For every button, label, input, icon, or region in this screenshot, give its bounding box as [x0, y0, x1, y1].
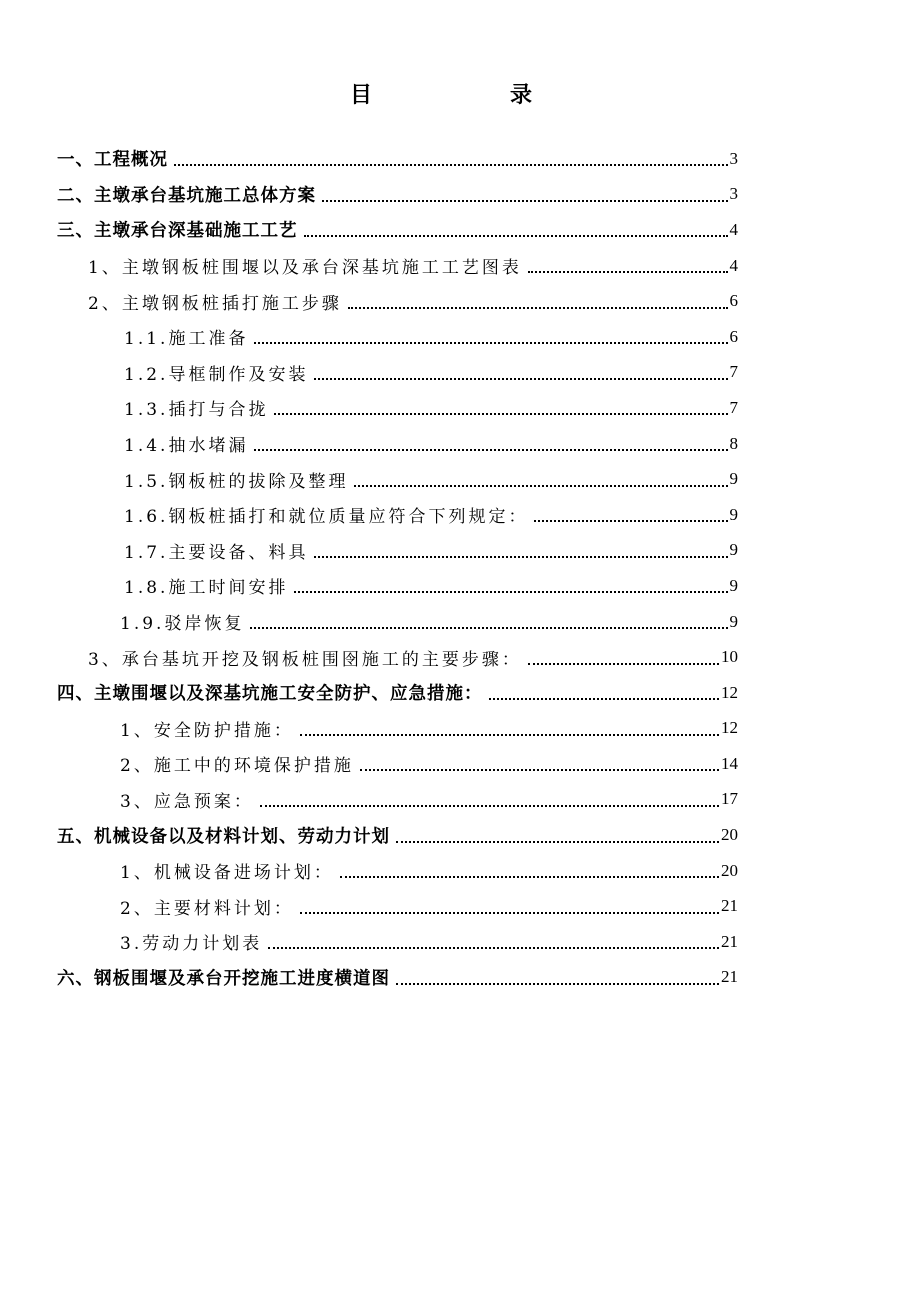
toc-entry-label: 1.2.导框制作及安装 [124, 364, 309, 385]
toc-entry-page-number: 3 [729, 148, 738, 168]
toc-entry-label: 3.劳动力计划表 [120, 934, 263, 955]
toc-entry-page-number: 21 [721, 967, 738, 987]
dot-leader [254, 448, 727, 451]
dot-leader [534, 519, 727, 522]
dot-leader [396, 840, 719, 843]
toc-entry-page-number: 9 [729, 611, 738, 631]
toc-entry-label: 1.3.插打与合拢 [124, 400, 269, 421]
toc-entry[interactable] [0, 675, 738, 711]
toc-entry-label: 1.5.钢板桩的拔除及整理 [124, 471, 349, 492]
toc-entry-label: 一、工程概况 [57, 150, 168, 171]
toc-entry[interactable] [0, 924, 738, 960]
dot-leader [174, 163, 728, 166]
toc-entry-page-number: 9 [729, 575, 738, 595]
toc-entry[interactable] [0, 639, 738, 675]
toc-entry[interactable] [0, 817, 738, 853]
toc-entry-page-number: 12 [721, 682, 738, 702]
toc-entry-page-number: 9 [729, 504, 738, 524]
dot-leader [304, 234, 728, 237]
toc-entry-label: 五、机械设备以及材料计划、劳动力计划 [57, 826, 390, 847]
toc-entry-page-number: 3 [729, 184, 738, 204]
toc-entry[interactable] [0, 533, 738, 569]
dot-leader [340, 875, 719, 878]
toc-entry-label: 2、施工中的环境保护措施 [120, 756, 354, 777]
toc-entry-page-number: 4 [729, 255, 738, 275]
dot-leader [314, 555, 727, 558]
toc-entry[interactable] [0, 746, 738, 782]
toc-entry-label: 1.4.抽水堵漏 [124, 436, 249, 457]
dot-leader [274, 412, 727, 415]
toc-entry-page-number: 9 [729, 469, 738, 489]
toc-entry[interactable] [0, 853, 738, 889]
toc-entry-label: 3、应急预案： [120, 791, 254, 812]
toc-entry-label: 二、主墩承台基坑施工总体方案 [57, 185, 316, 206]
dot-leader [489, 697, 720, 700]
toc-entry[interactable] [0, 711, 738, 747]
toc-entry[interactable] [0, 248, 738, 284]
toc-entry-page-number: 17 [721, 789, 738, 809]
toc-entry-label: 1.7.主要设备、料具 [124, 542, 309, 563]
dot-leader [294, 590, 727, 593]
toc-entry-label: 1、机械设备进场计划： [120, 863, 334, 884]
toc-entry-page-number: 7 [729, 397, 738, 417]
toc-entry[interactable] [0, 568, 738, 604]
toc-entry-page-number: 21 [721, 896, 738, 916]
toc-entry-page-number: 6 [729, 326, 738, 346]
toc-entry-page-number: 20 [721, 825, 738, 845]
toc-entry-label: 2、主要材料计划： [120, 898, 294, 919]
toc-entry[interactable] [0, 141, 738, 177]
toc-entry-page-number: 12 [721, 718, 738, 738]
dot-leader [300, 733, 719, 736]
toc-entry[interactable] [0, 960, 738, 996]
dot-leader [528, 662, 719, 665]
toc-entry-label: 1、安全防护措施： [120, 720, 294, 741]
toc-entry[interactable] [0, 604, 738, 640]
toc-entry[interactable] [0, 283, 738, 319]
toc-entry-label: 1.8.施工时间安排 [124, 578, 289, 599]
dot-leader [354, 484, 727, 487]
toc-entry-label: 1.9.驳岸恢复 [120, 614, 245, 635]
toc-entry[interactable] [0, 319, 738, 355]
dot-leader [348, 306, 728, 309]
dot-leader [254, 341, 727, 344]
dot-leader [360, 768, 719, 771]
toc-entry-label: 四、主墩围堰以及深基坑施工安全防护、应急措施： [57, 684, 483, 705]
toc-entry[interactable] [0, 461, 738, 497]
toc-entry-label: 2、主墩钢板桩插打施工步骤 [88, 293, 342, 314]
toc-entry[interactable] [0, 177, 738, 213]
dot-leader [268, 946, 719, 949]
toc-entry[interactable] [0, 782, 738, 818]
toc-entry-page-number: 8 [729, 433, 738, 453]
toc-entry[interactable] [0, 212, 738, 248]
toc-entry-label: 1.1.施工准备 [124, 329, 249, 350]
toc-entry[interactable] [0, 888, 738, 924]
toc-entry-label: 1、主墩钢板桩围堰以及承台深基坑施工工艺图表 [88, 258, 522, 279]
toc-entry-label: 三、主墩承台深基础施工工艺 [57, 221, 298, 242]
toc-entry-page-number: 9 [729, 540, 738, 560]
toc-entry-label: 3、承台基坑开挖及钢板桩围囹施工的主要步骤： [88, 649, 522, 670]
toc-entry-page-number: 21 [721, 931, 738, 951]
toc-entry[interactable] [0, 355, 738, 391]
dot-leader [322, 199, 728, 202]
dot-leader [250, 626, 727, 629]
dot-leader [314, 377, 727, 380]
toc-entry-page-number: 14 [721, 753, 738, 773]
toc-entry-page-number: 10 [721, 647, 738, 667]
toc-entry[interactable] [0, 390, 738, 426]
dot-leader [300, 911, 719, 914]
page-title: 目 录 [349, 82, 590, 108]
dot-leader [396, 982, 719, 985]
toc-entry[interactable] [0, 497, 738, 533]
toc-entry-label: 1.6.钢板桩插打和就位质量应符合下列规定： [124, 507, 529, 528]
dot-leader [260, 804, 719, 807]
toc-entry-label: 六、钢板围堰及承台开挖施工进度横道图 [57, 968, 390, 989]
table-of-contents [0, 141, 920, 995]
toc-entry-page-number: 6 [729, 291, 738, 311]
toc-entry-page-number: 20 [721, 860, 738, 880]
toc-entry-page-number: 4 [729, 219, 738, 239]
dot-leader [528, 270, 728, 273]
toc-entry-page-number: 7 [729, 362, 738, 382]
toc-entry[interactable] [0, 426, 738, 462]
